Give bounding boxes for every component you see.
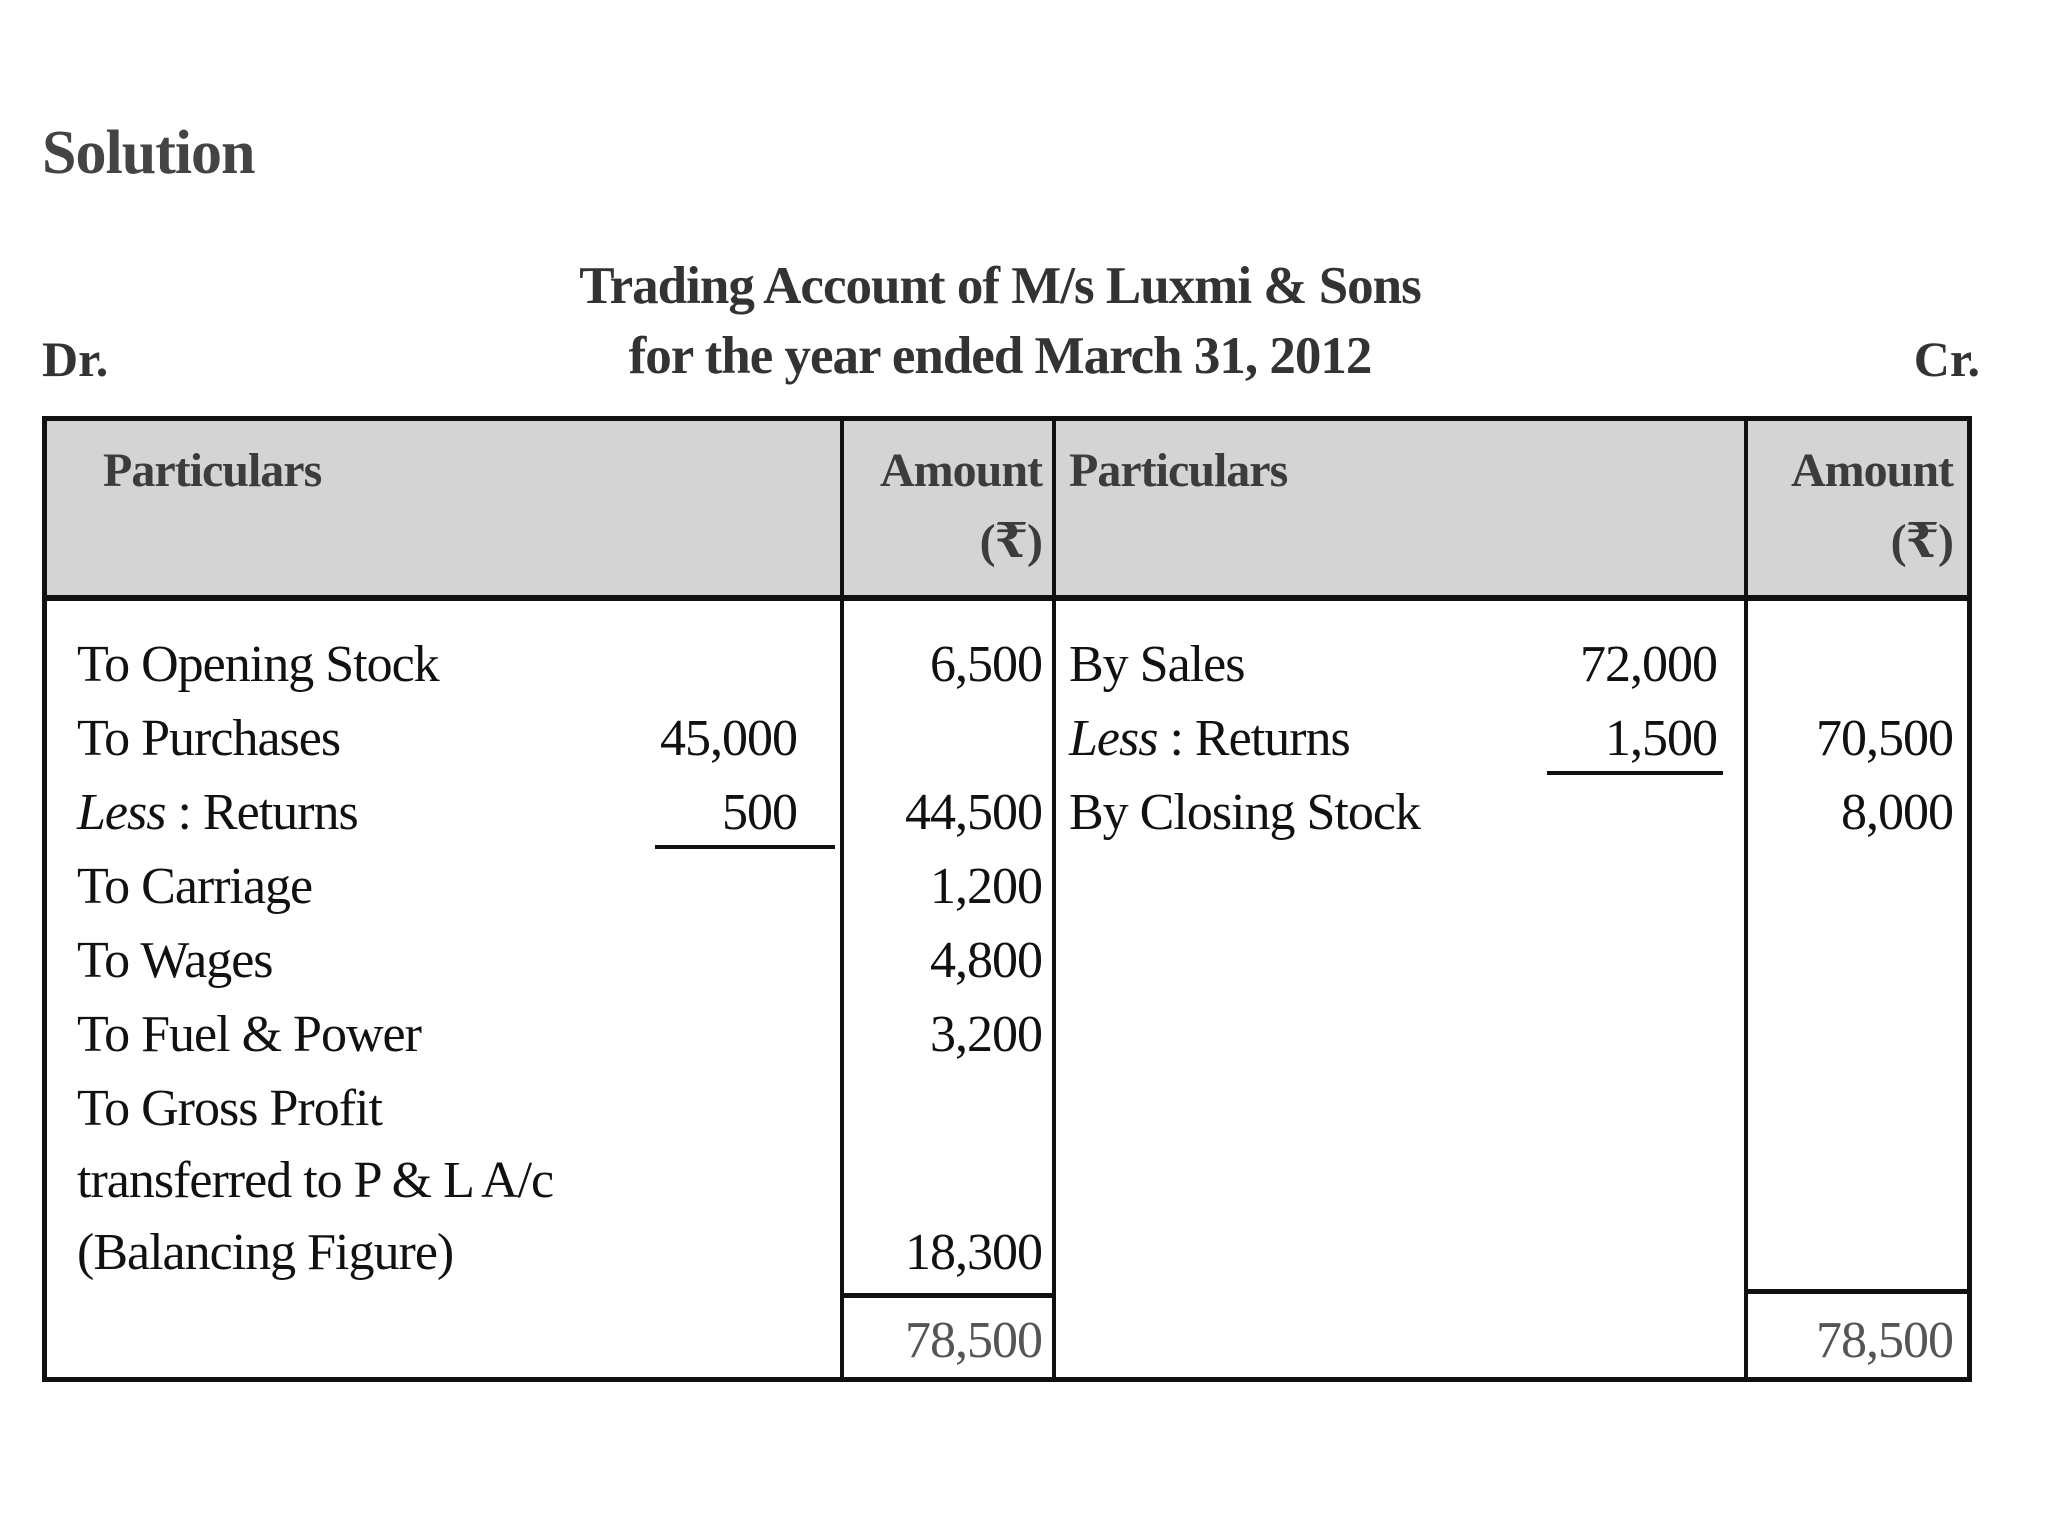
credit-net-sales-amount: 70,500 xyxy=(1816,710,1953,767)
debit-gross-profit-line1: To Gross Profit xyxy=(77,1080,382,1137)
debit-gross-profit-line2: transferred to P & L A/c xyxy=(77,1152,554,1209)
debit-gross-profit-line3: (Balancing Figure) xyxy=(77,1224,454,1281)
credit-closing-stock-amount: 8,000 xyxy=(1841,784,1953,841)
debit-label: Dr. xyxy=(42,331,109,387)
returns-word: : Returns xyxy=(1157,710,1350,767)
credit-less-returns-label xyxy=(1069,709,1350,768)
debit-gross-profit-amount: 18,300 xyxy=(905,1224,1042,1281)
debit-wages-amount: 4,800 xyxy=(930,932,1042,989)
debit-wages-label: To Wages xyxy=(77,932,273,989)
debit-total-amount: 78,500 xyxy=(905,1312,1042,1369)
account-title: Trading Account of M/s Luxmi & Sons xyxy=(579,257,1421,315)
debit-fuel-label: To Fuel & Power xyxy=(77,1006,421,1063)
credit-sales-label: By Sales xyxy=(1069,636,1245,693)
debit-less-returns-inner: 500 xyxy=(722,784,797,841)
header-amount-debit: Amount xyxy=(879,444,1042,497)
subtotal-rule xyxy=(1547,771,1723,775)
debit-less-returns-label xyxy=(77,783,358,842)
header-currency-credit: (₹) xyxy=(1890,515,1953,568)
column-divider xyxy=(1052,421,1056,1377)
less-word: Less xyxy=(77,784,166,841)
debit-fuel-amount: 3,200 xyxy=(930,1006,1042,1063)
credit-label: Cr. xyxy=(1913,331,1980,387)
less-word: Less xyxy=(1069,710,1158,767)
page-heading: Solution xyxy=(42,119,255,187)
debit-net-purchases-amount: 44,500 xyxy=(905,784,1042,841)
credit-total-rule xyxy=(1748,1289,1968,1294)
credit-total-amount: 78,500 xyxy=(1816,1312,1953,1369)
returns-word: : Returns xyxy=(165,784,358,841)
credit-less-returns-inner: 1,500 xyxy=(1605,710,1717,767)
debit-purchases-inner: 45,000 xyxy=(660,710,797,767)
debit-purchases-label: To Purchases xyxy=(77,710,341,767)
trading-account-table xyxy=(42,416,1972,1382)
debit-carriage-amount: 1,200 xyxy=(930,858,1042,915)
debit-opening-stock-label: To Opening Stock xyxy=(77,636,439,693)
header-particulars-credit: Particulars xyxy=(1069,444,1288,497)
header-amount-credit: Amount xyxy=(1790,444,1953,497)
column-divider xyxy=(840,421,844,1377)
debit-carriage-label: To Carriage xyxy=(77,858,313,915)
header-particulars-debit: Particulars xyxy=(103,444,322,497)
column-divider xyxy=(1744,421,1748,1377)
debit-opening-stock-amount: 6,500 xyxy=(930,636,1042,693)
credit-sales-inner: 72,000 xyxy=(1580,636,1717,693)
header-currency-debit: (₹) xyxy=(979,515,1042,568)
subtotal-rule xyxy=(655,845,835,849)
credit-closing-stock-label: By Closing Stock xyxy=(1069,784,1420,841)
debit-total-rule xyxy=(844,1293,1052,1298)
account-period: for the year ended March 31, 2012 xyxy=(628,327,1372,385)
